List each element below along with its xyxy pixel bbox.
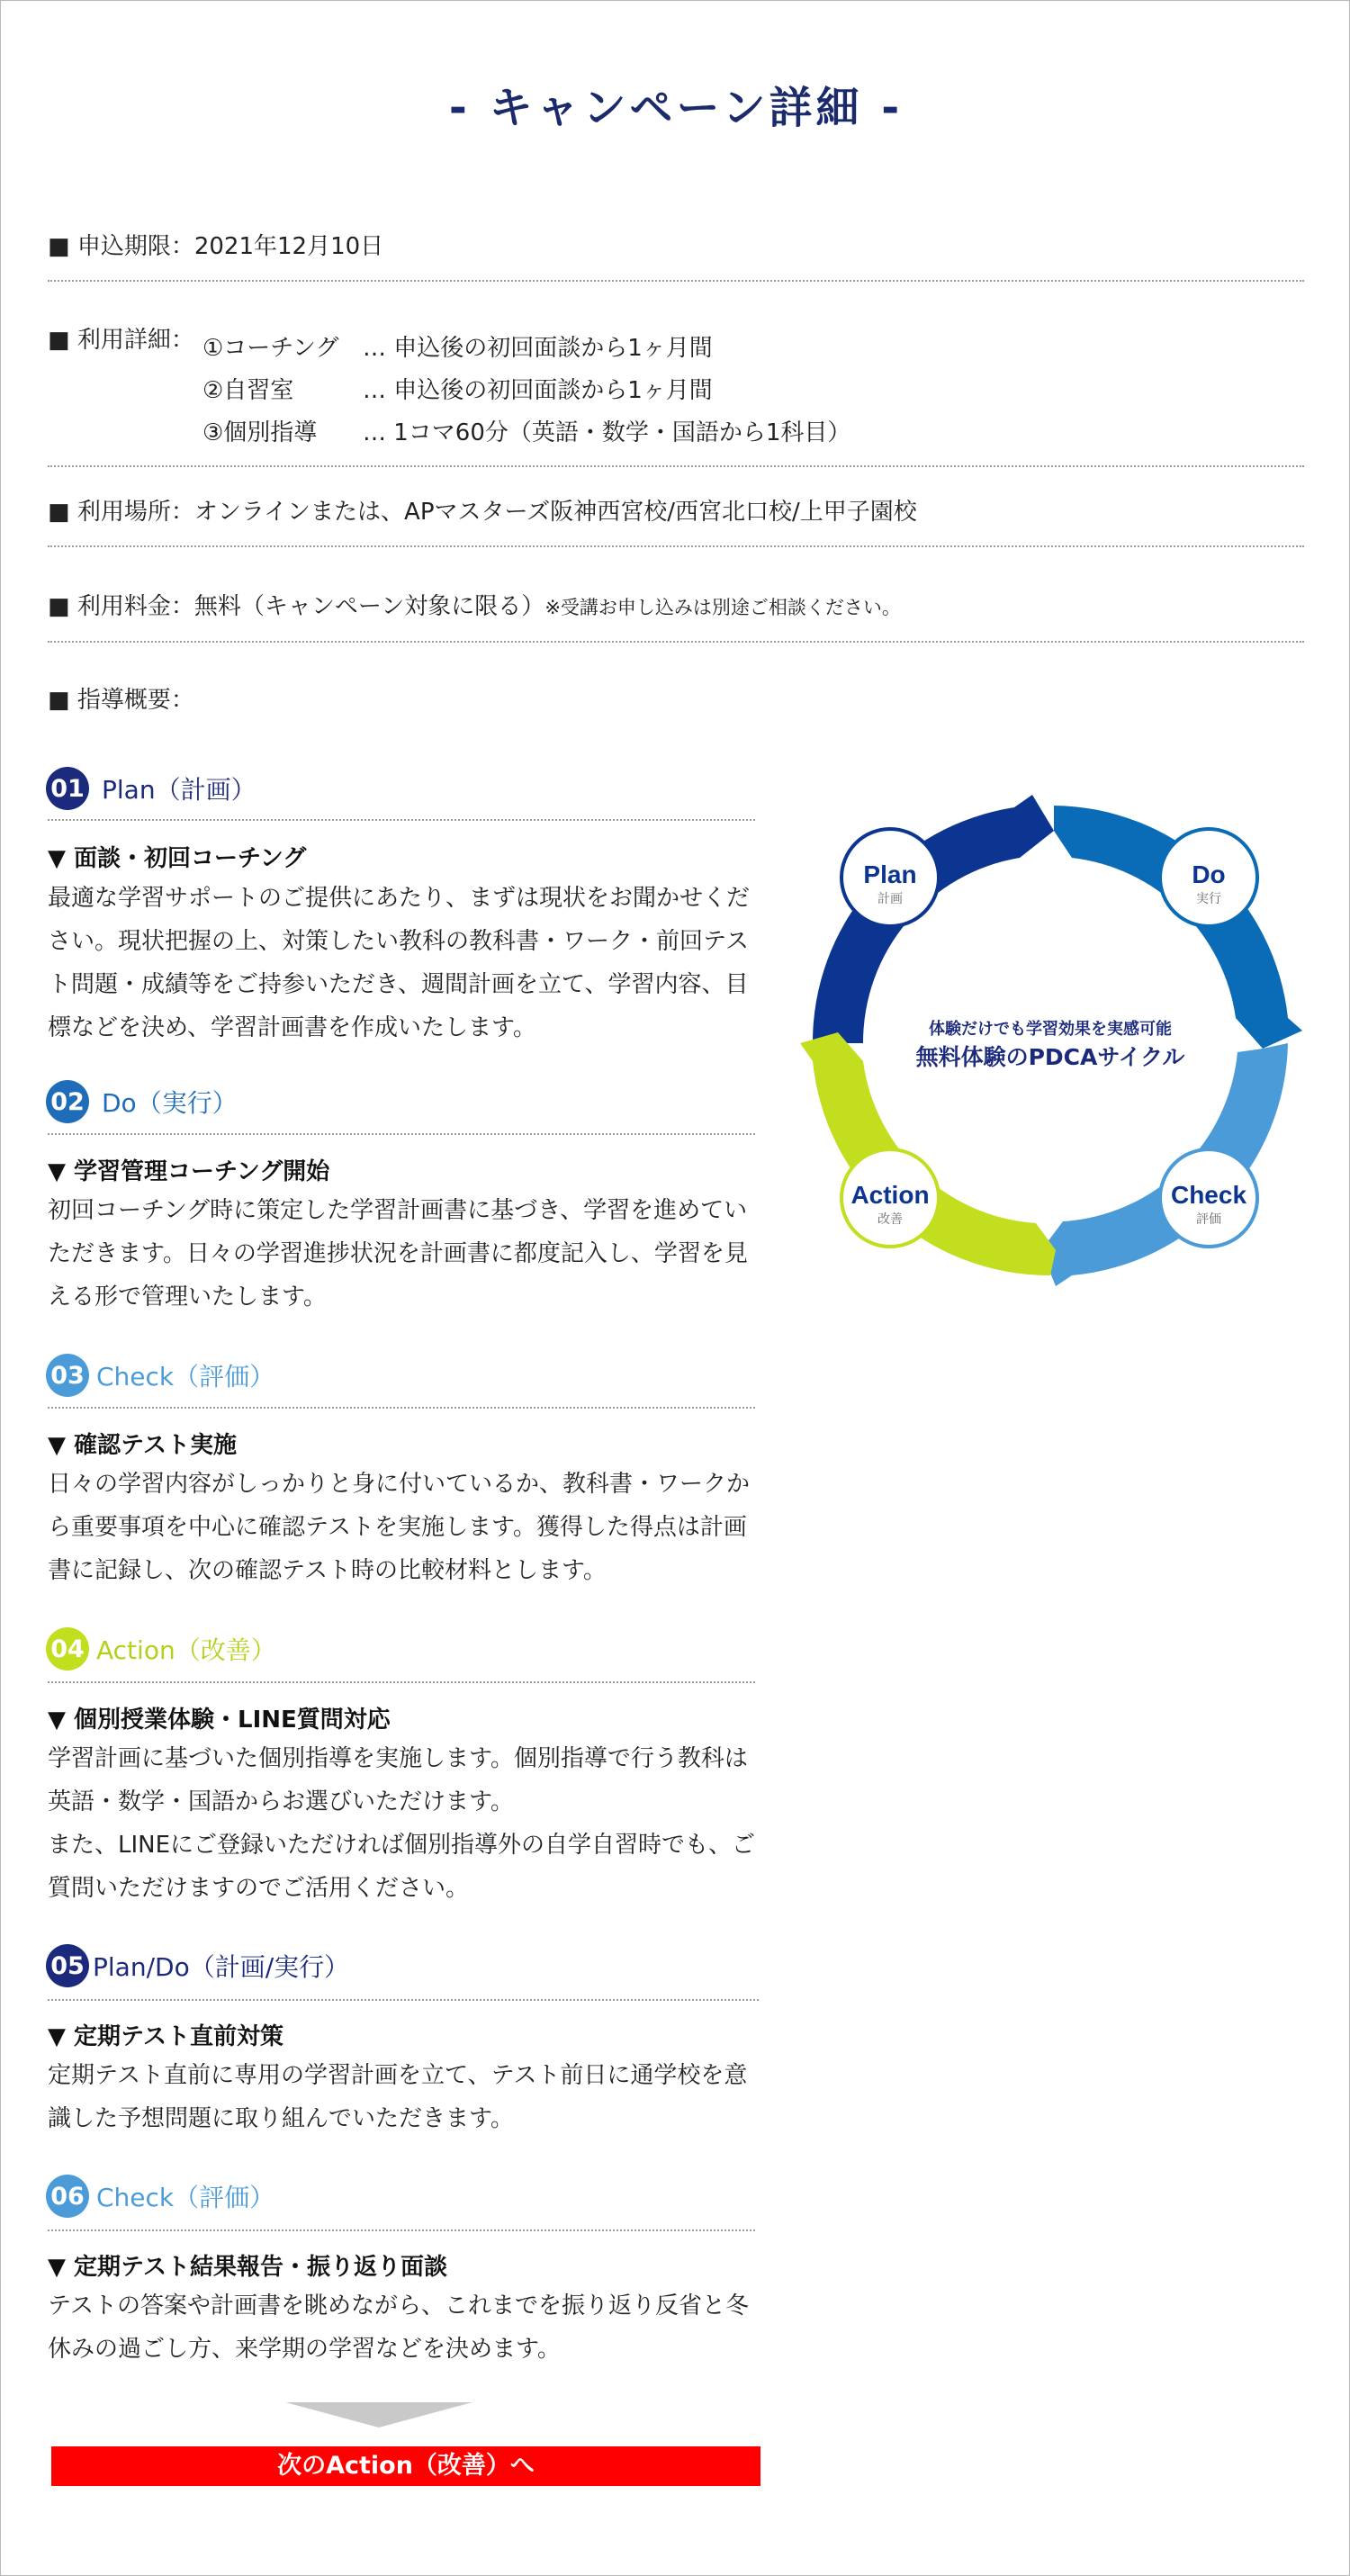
step-description: テストの答案や計画書を眺めながら、これまでを振り返り反省と冬休みの過ごし方、来学期の学習などを決めます。 xyxy=(48,2292,749,2363)
down-arrow-icon xyxy=(285,2402,472,2427)
step-subtitle: ▼ 定期テスト結果報告・振り返り面談 xyxy=(48,2254,448,2281)
usage-item-name: ③個別指導 xyxy=(202,419,318,446)
node-label: Do xyxy=(1192,860,1226,888)
usage-label: ■ 利用詳細： xyxy=(48,327,194,354)
deadline-row: ■ 申込期限：2021年12月10日 xyxy=(48,233,384,260)
step-description: 初回コーチング時に策定した学習計画書に基づき、学習を進めていただきます。日々の学習進捗状況を計画書に都度記入し、学習を見える形で管理いたします。 xyxy=(48,1197,748,1311)
divider xyxy=(48,545,1304,547)
cycle-center-title: 無料体験のPDCAサイクル xyxy=(915,1044,1185,1070)
node-label: Plan xyxy=(863,860,917,888)
fee-row xyxy=(48,586,901,629)
node-sublabel: 改善 xyxy=(878,1212,903,1227)
divider xyxy=(48,465,1304,467)
divider xyxy=(48,1407,755,1409)
next-action-button[interactable]: 次のAction（改善）へ xyxy=(51,2446,760,2486)
step-number-badge: 02 xyxy=(46,1080,89,1123)
step-description: 最適な学習サポートのご提供にあたり、まずは現状をお聞かせください。現状把握の上、対策したい教科の教科書・ワーク・前回テスト問題・成績等をご持参いただき、週間計画を立て、学習内容、目標などを決め、学習計画書を作成いたします。 xyxy=(48,885,751,1041)
usage-item-desc: … 1コマ60分（英語・数学・国語から1科目） xyxy=(363,419,851,446)
step-number-badge: 04 xyxy=(46,1627,89,1671)
divider xyxy=(48,641,1304,643)
node-sublabel: 実行 xyxy=(1196,892,1221,906)
step-title: Do（実行） xyxy=(102,1088,238,1118)
divider xyxy=(48,1999,759,2001)
divider xyxy=(48,1133,755,1135)
step-description-extra: また、LINEにご登録いただければ個別指導外の自学自習時でも、ご質問いただけますのでご活用ください。 xyxy=(48,1832,756,1902)
step-number-badge: 03 xyxy=(46,1354,89,1397)
step-number-badge: 01 xyxy=(46,767,89,810)
step-subtitle: ▼ 学習管理コーチング開始 xyxy=(48,1158,330,1185)
step-title: Action（改善） xyxy=(96,1635,276,1665)
step-subtitle: ▼ 定期テスト直前対策 xyxy=(48,2023,284,2050)
step-number-badge: 06 xyxy=(46,2175,89,2218)
step-description: 日々の学習内容がしっかりと身に付いているか、教科書・ワークから重要事項を中心に確認テストを実施します。獲得した得点は計画書に記録し、次の確認テスト時の比較材料とします。 xyxy=(48,1471,751,1584)
divider xyxy=(48,2229,755,2231)
step-subtitle: ▼ 面談・初回コーチング xyxy=(48,845,307,872)
divider xyxy=(48,1681,755,1683)
cycle-segment-check xyxy=(1041,1043,1288,1286)
node-sublabel: 計画 xyxy=(878,892,903,906)
divider xyxy=(48,819,755,821)
place-row: ■ 利用場所：オンラインまたは、APマスターズ阪神西宮校/西宮北口校/上甲子園校 xyxy=(48,499,917,526)
step-header-05 xyxy=(46,1944,349,1987)
cycle-node-check xyxy=(1160,1149,1257,1247)
step-subtitle: ▼ 確認テスト実施 xyxy=(48,1432,238,1459)
step-subtitle: ▼ 個別授業体験・LINE質問対応 xyxy=(48,1707,391,1734)
step-header-03 xyxy=(46,1354,274,1397)
cycle-node-action xyxy=(842,1149,939,1247)
step-description: 定期テスト直前に専用の学習計画を立て、テスト前日に通学校を意識した予想問題に取り組んでいただきます。 xyxy=(48,2062,748,2132)
step-header-04 xyxy=(46,1627,276,1671)
node-label: Action xyxy=(850,1181,930,1209)
step-title: Plan/Do（計画/実行） xyxy=(93,1952,350,1982)
step-header-06 xyxy=(46,2175,274,2218)
step-title: Plan（計画） xyxy=(102,775,256,805)
usage-item-name: ②自習室 xyxy=(202,377,294,404)
cycle-segment-plan xyxy=(813,795,1054,1043)
step-title: Check（評価） xyxy=(96,2183,275,2212)
fee-note: ※受講お申し込みは別途ご相談ください。 xyxy=(544,597,901,618)
fee-text: ■ 利用料金：無料（キャンペーン対象に限る） xyxy=(48,593,545,620)
pdca-cycle-diagram xyxy=(793,782,1308,1297)
node-label: Check xyxy=(1170,1181,1247,1209)
usage-item-desc: … 申込後の初回面談から1ヶ月間 xyxy=(363,335,713,362)
cycle-node-do xyxy=(1160,829,1257,926)
divider xyxy=(48,280,1304,282)
step-title: Check（評価） xyxy=(96,1362,275,1392)
page-title: - キャンペーン詳細 - xyxy=(448,83,904,133)
cycle-node-plan xyxy=(842,829,939,926)
step-header-01 xyxy=(46,767,256,810)
step-number-badge: 05 xyxy=(46,1944,89,1987)
usage-item-name: ①コーチング xyxy=(202,335,339,362)
usage-item-desc: … 申込後の初回面談から1ヶ月間 xyxy=(363,377,713,404)
cycle-center-subtitle: 体験だけでも学習効果を実感可能 xyxy=(929,1020,1172,1039)
step-header-02 xyxy=(46,1080,238,1123)
step-description: 学習計画に基づいた個別指導を実施します。個別指導で行う教科は英語・数学・国語からお選びいただけます。 xyxy=(48,1745,748,1815)
node-sublabel: 評価 xyxy=(1196,1212,1221,1227)
overview-label: ■ 指導概要： xyxy=(48,687,194,714)
